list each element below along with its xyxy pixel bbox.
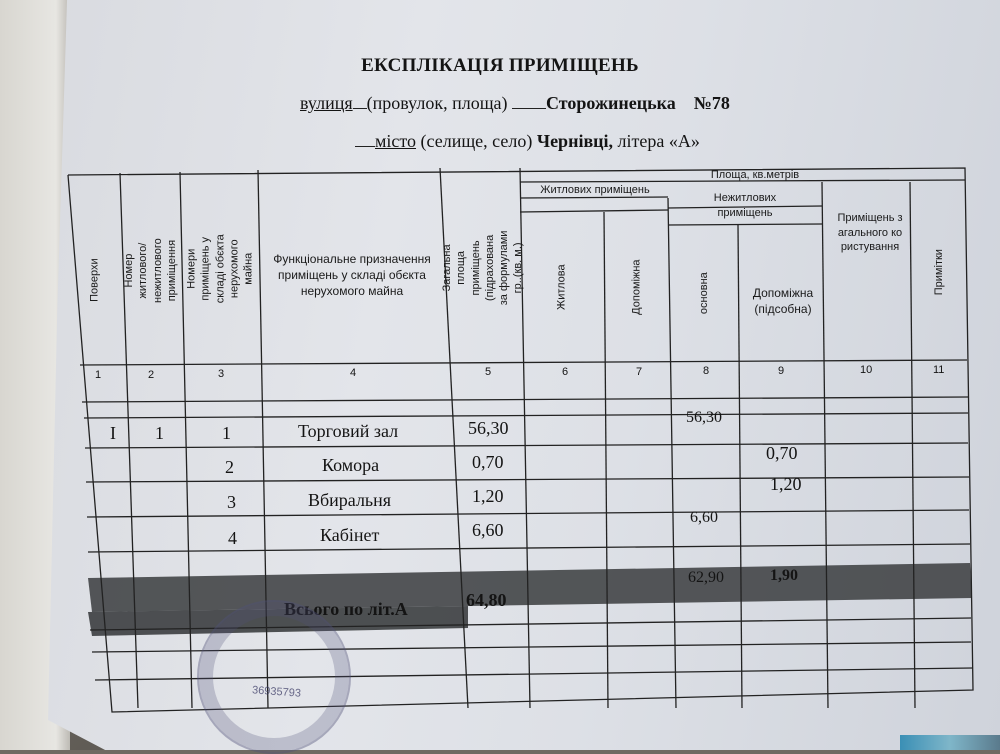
header-nonresidential: Нежитлових приміщень (713, 192, 777, 219)
header-area-group: Площа, кв.метрів (710, 168, 800, 181)
street-value: Сторожинецька (546, 93, 676, 113)
header-dwelling-number: Номер житлового/ нежитлового приміщення (122, 238, 178, 303)
document-title: ЕКСПЛІКАЦІЯ ПРИМІЩЕНЬ (361, 55, 639, 76)
col-num-7: 7 (636, 366, 643, 378)
header-common-use: Приміщень загального користування (837, 211, 903, 254)
row4-total: 6,60 (472, 520, 504, 540)
row4-name: Кабінет (320, 525, 380, 545)
row3-total: 1,20 (472, 486, 504, 506)
header-function: Функціональне призначення приміщень у складі обєкта нерухомого майна (273, 251, 431, 299)
col-num-1: 1 (95, 369, 102, 381)
total-main-value: 62,90 (688, 569, 724, 586)
col-num-6: 6 (562, 366, 569, 378)
header-notes: Примітки (932, 249, 945, 296)
col-num-8: 8 (703, 365, 710, 377)
row1-name: Торговий зал (298, 421, 399, 441)
total-row-band (88, 563, 972, 612)
row4-main: 6,60 (690, 509, 718, 526)
row1-main: 56,30 (686, 409, 722, 426)
col-num-11: 11 (933, 364, 945, 376)
header-room-numbers: Номери приміщень у складі обєкта нерухомого майна (185, 234, 255, 304)
row1-total: 56,30 (468, 418, 509, 438)
row3-name: Вбиральня (308, 490, 392, 510)
total-aux-value: 1,90 (770, 567, 798, 584)
row2-aux: 0,70 (766, 443, 798, 463)
row4-room: 4 (228, 528, 237, 548)
col-num-9: 9 (778, 365, 785, 377)
col-num-3: 3 (218, 368, 225, 380)
official-stamp (197, 600, 351, 754)
stamp-code: 36935793 (251, 684, 302, 700)
letter-text: літера «А» (617, 131, 700, 151)
col-num-4: 4 (350, 367, 357, 379)
header-residential-main: Житлова (555, 264, 568, 311)
row1-room: 1 (222, 423, 231, 443)
header-nonresidential-main: основна (697, 272, 710, 314)
street-label: вулиця (300, 93, 353, 113)
row2-room: 2 (225, 457, 234, 477)
house-number: №78 (693, 93, 730, 113)
city-hint: (селище, село) (420, 131, 533, 151)
header-residential-aux: Допоміжна (630, 259, 643, 316)
col-num-5: 5 (485, 366, 492, 378)
total-label: Всього по літ.А (284, 599, 408, 619)
header-nonresidential-aux: Допоміжна (підсобна) (752, 285, 814, 316)
header-floors: Поверхи (88, 258, 101, 302)
row3-room: 3 (227, 492, 236, 512)
street-hint: (провулок, площа) (366, 93, 508, 113)
header-total-area: Загальна площа приміщень (підрахована за формулами гр..(кв. м.) (441, 230, 525, 306)
total-area-value: 64,80 (466, 590, 507, 610)
row1-dwelling: 1 (155, 423, 164, 443)
city-label: місто (375, 131, 417, 151)
row1-floor: I (110, 423, 116, 443)
row2-total: 0,70 (472, 452, 504, 472)
city-value: Чернівці, (536, 131, 614, 151)
col-num-10: 10 (860, 364, 873, 376)
header-residential: Житлових приміщень (540, 183, 650, 196)
row2-name: Комора (322, 455, 380, 475)
row3-aux: 1,20 (770, 474, 802, 494)
col-num-2: 2 (148, 369, 155, 381)
